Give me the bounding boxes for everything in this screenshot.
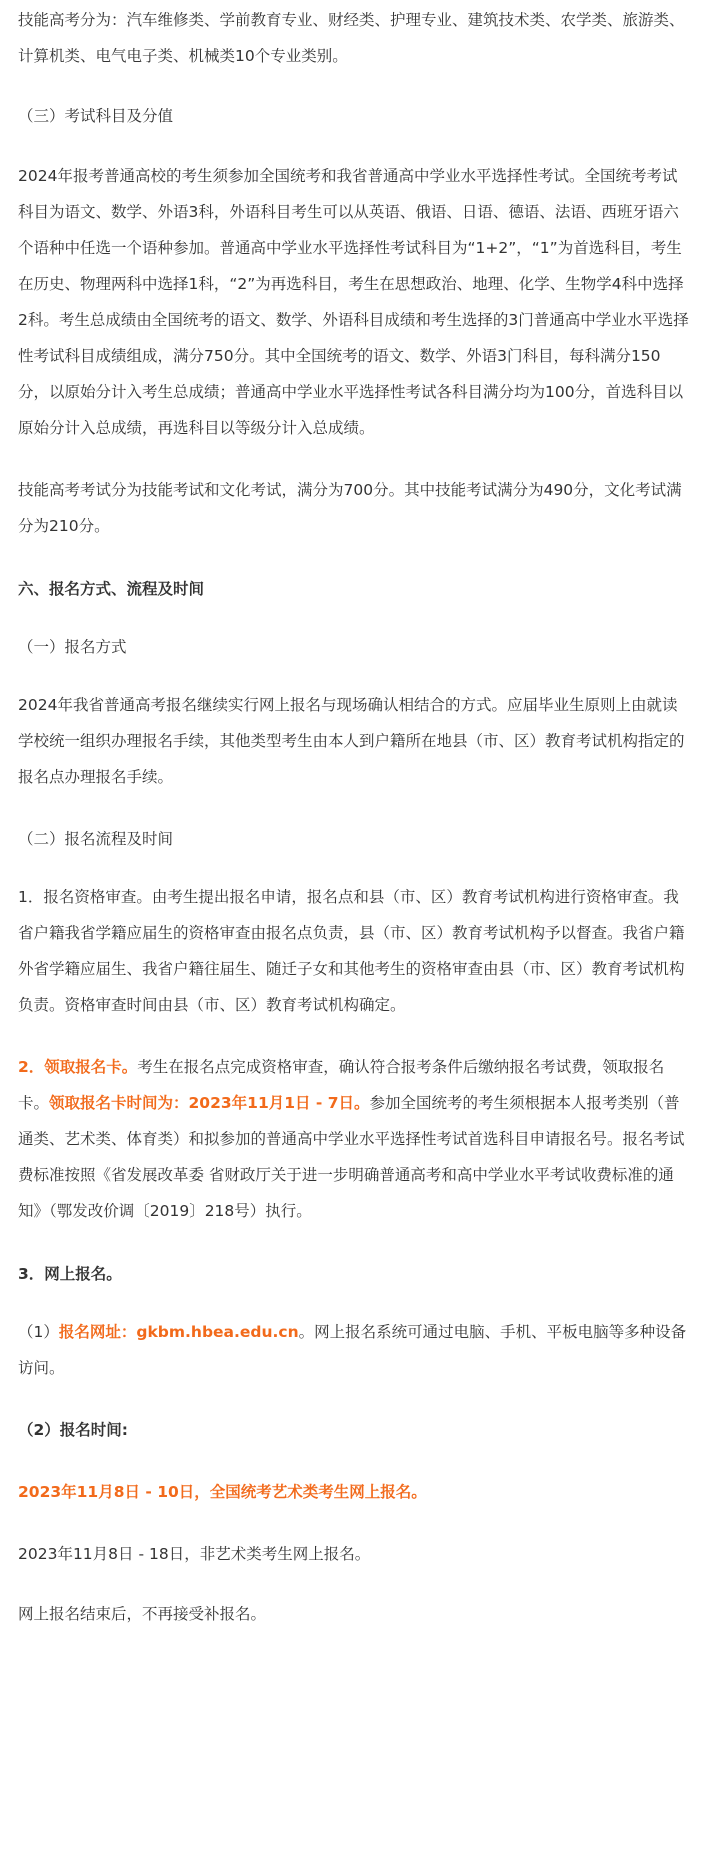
registration-website-paragraph	[18, 1314, 691, 1386]
collect-card-lead: 2．领取报名卡。	[18, 1058, 138, 1076]
qualification-review-paragraph: 1．报名资格审查。由考生提出报名申请，报名点和县（市、区）教育考试机构进行资格审查。我省户籍我省学籍应届生的资格审查由报名点负责，县（市、区）教育考试机构予以督查。我省户籍外省学籍应届生、我省户籍往届生、随迁子女和其他考生的资格审查由县（市、区）教育考试机构负责。资格审查时间由县（市、区）教育考试机构确定。	[18, 888, 685, 1014]
collect-card-text-2: 参加全国统考的考生须根据本人报考类别（普通类、艺术类、体育类）和拟参加的普通高中学业水平选择性考试首选科目申请报名号。报名考试费标准按照《省发展改革委 省财政厅关于进一步明确普通高考和高中学业水平考试收费标准的通知》（鄂发改价调〔2019〕218号）执行。	[18, 1094, 685, 1220]
registration-time-heading: （2）报名时间:	[18, 1421, 128, 1439]
registration-website-prefix: （1）	[18, 1323, 59, 1341]
skill-exam-scores-paragraph: 技能高考考试分为技能考试和文化考试，满分为700分。其中技能考试满分为490分，文化考试满分为210分。	[18, 481, 682, 535]
no-late-registration-note: 网上报名结束后，不再接受补报名。	[18, 1605, 267, 1623]
article-body	[0, 2, 705, 1871]
section-exam-subjects-heading: （三）考试科目及分值	[18, 107, 174, 125]
collect-card-time-highlight: 领取报名卡时间为：2023年11月1日 - 7日。	[49, 1094, 370, 1112]
registration-method-paragraph: 2024年我省普通高考报名继续实行网上报名与现场确认相结合的方式。应届毕业生原则上由就读学校统一组织办理报名手续，其他类型考生由本人到户籍所在地县（市、区）教育考试机构指定的报名点办理报名手续。	[18, 696, 685, 786]
registration-section-heading: 六、报名方式、流程及时间	[18, 580, 205, 598]
online-registration-heading: 3．网上报名。	[18, 1265, 122, 1283]
skill-exam-categories-paragraph: 技能高考分为：汽车维修类、学前教育专业、财经类、护理专业、建筑技术类、农学类、旅游类、计算机类、电气电子类、机械类10个专业类别。	[18, 11, 685, 65]
collect-card-paragraph	[18, 1049, 691, 1229]
non-art-registration-time: 2023年11月8日 - 18日，非艺术类考生网上报名。	[18, 1545, 371, 1563]
registration-process-heading: （二）报名流程及时间	[18, 830, 174, 848]
registration-method-heading: （一）报名方式	[18, 638, 127, 656]
art-registration-time: 2023年11月8日 - 10日，全国统考艺术类考生网上报名。	[18, 1483, 427, 1501]
registration-website-link[interactable]: 报名网址：gkbm.hbea.edu.cn	[58, 1323, 299, 1341]
exam-subjects-paragraph: 2024年报考普通高校的考生须参加全国统考和我省普通高中学业水平选择性考试。全国统考考试科目为语文、数学、外语3科，外语科目考生可以从英语、俄语、日语、德语、法语、西班牙语六个语种中任选一个语种参加。普通高中学业水平选择性考试科目为“1+2”，“1”为首选科目，考生在历史、物理两科中选择1科，“2”为再选科目，考生在思想政治、地理、化学、生物学4科中选择2科。考生总成绩由全国统考的语文、数学、外语科目成绩和考生选择的3门普通高中学业水平选择性考试科目成绩组成，满分750分。其中全国统考的语文、数学、外语3门科目，每科满分150分，以原始分计入考生总成绩；普通高中学业水平选择性考试各科目满分均为100分，首选科目以原始分计入总成绩，再选科目以等级分计入总成绩。	[18, 167, 689, 437]
collect-card-text-1: 考生在报名点完成资格审查，确认符合报考条件后缴纳报名考试费，领取报名卡。	[18, 1058, 665, 1112]
registration-website-text: 。网上报名系统可通过电脑、手机、平板电脑等多种设备访问。	[18, 1323, 687, 1377]
